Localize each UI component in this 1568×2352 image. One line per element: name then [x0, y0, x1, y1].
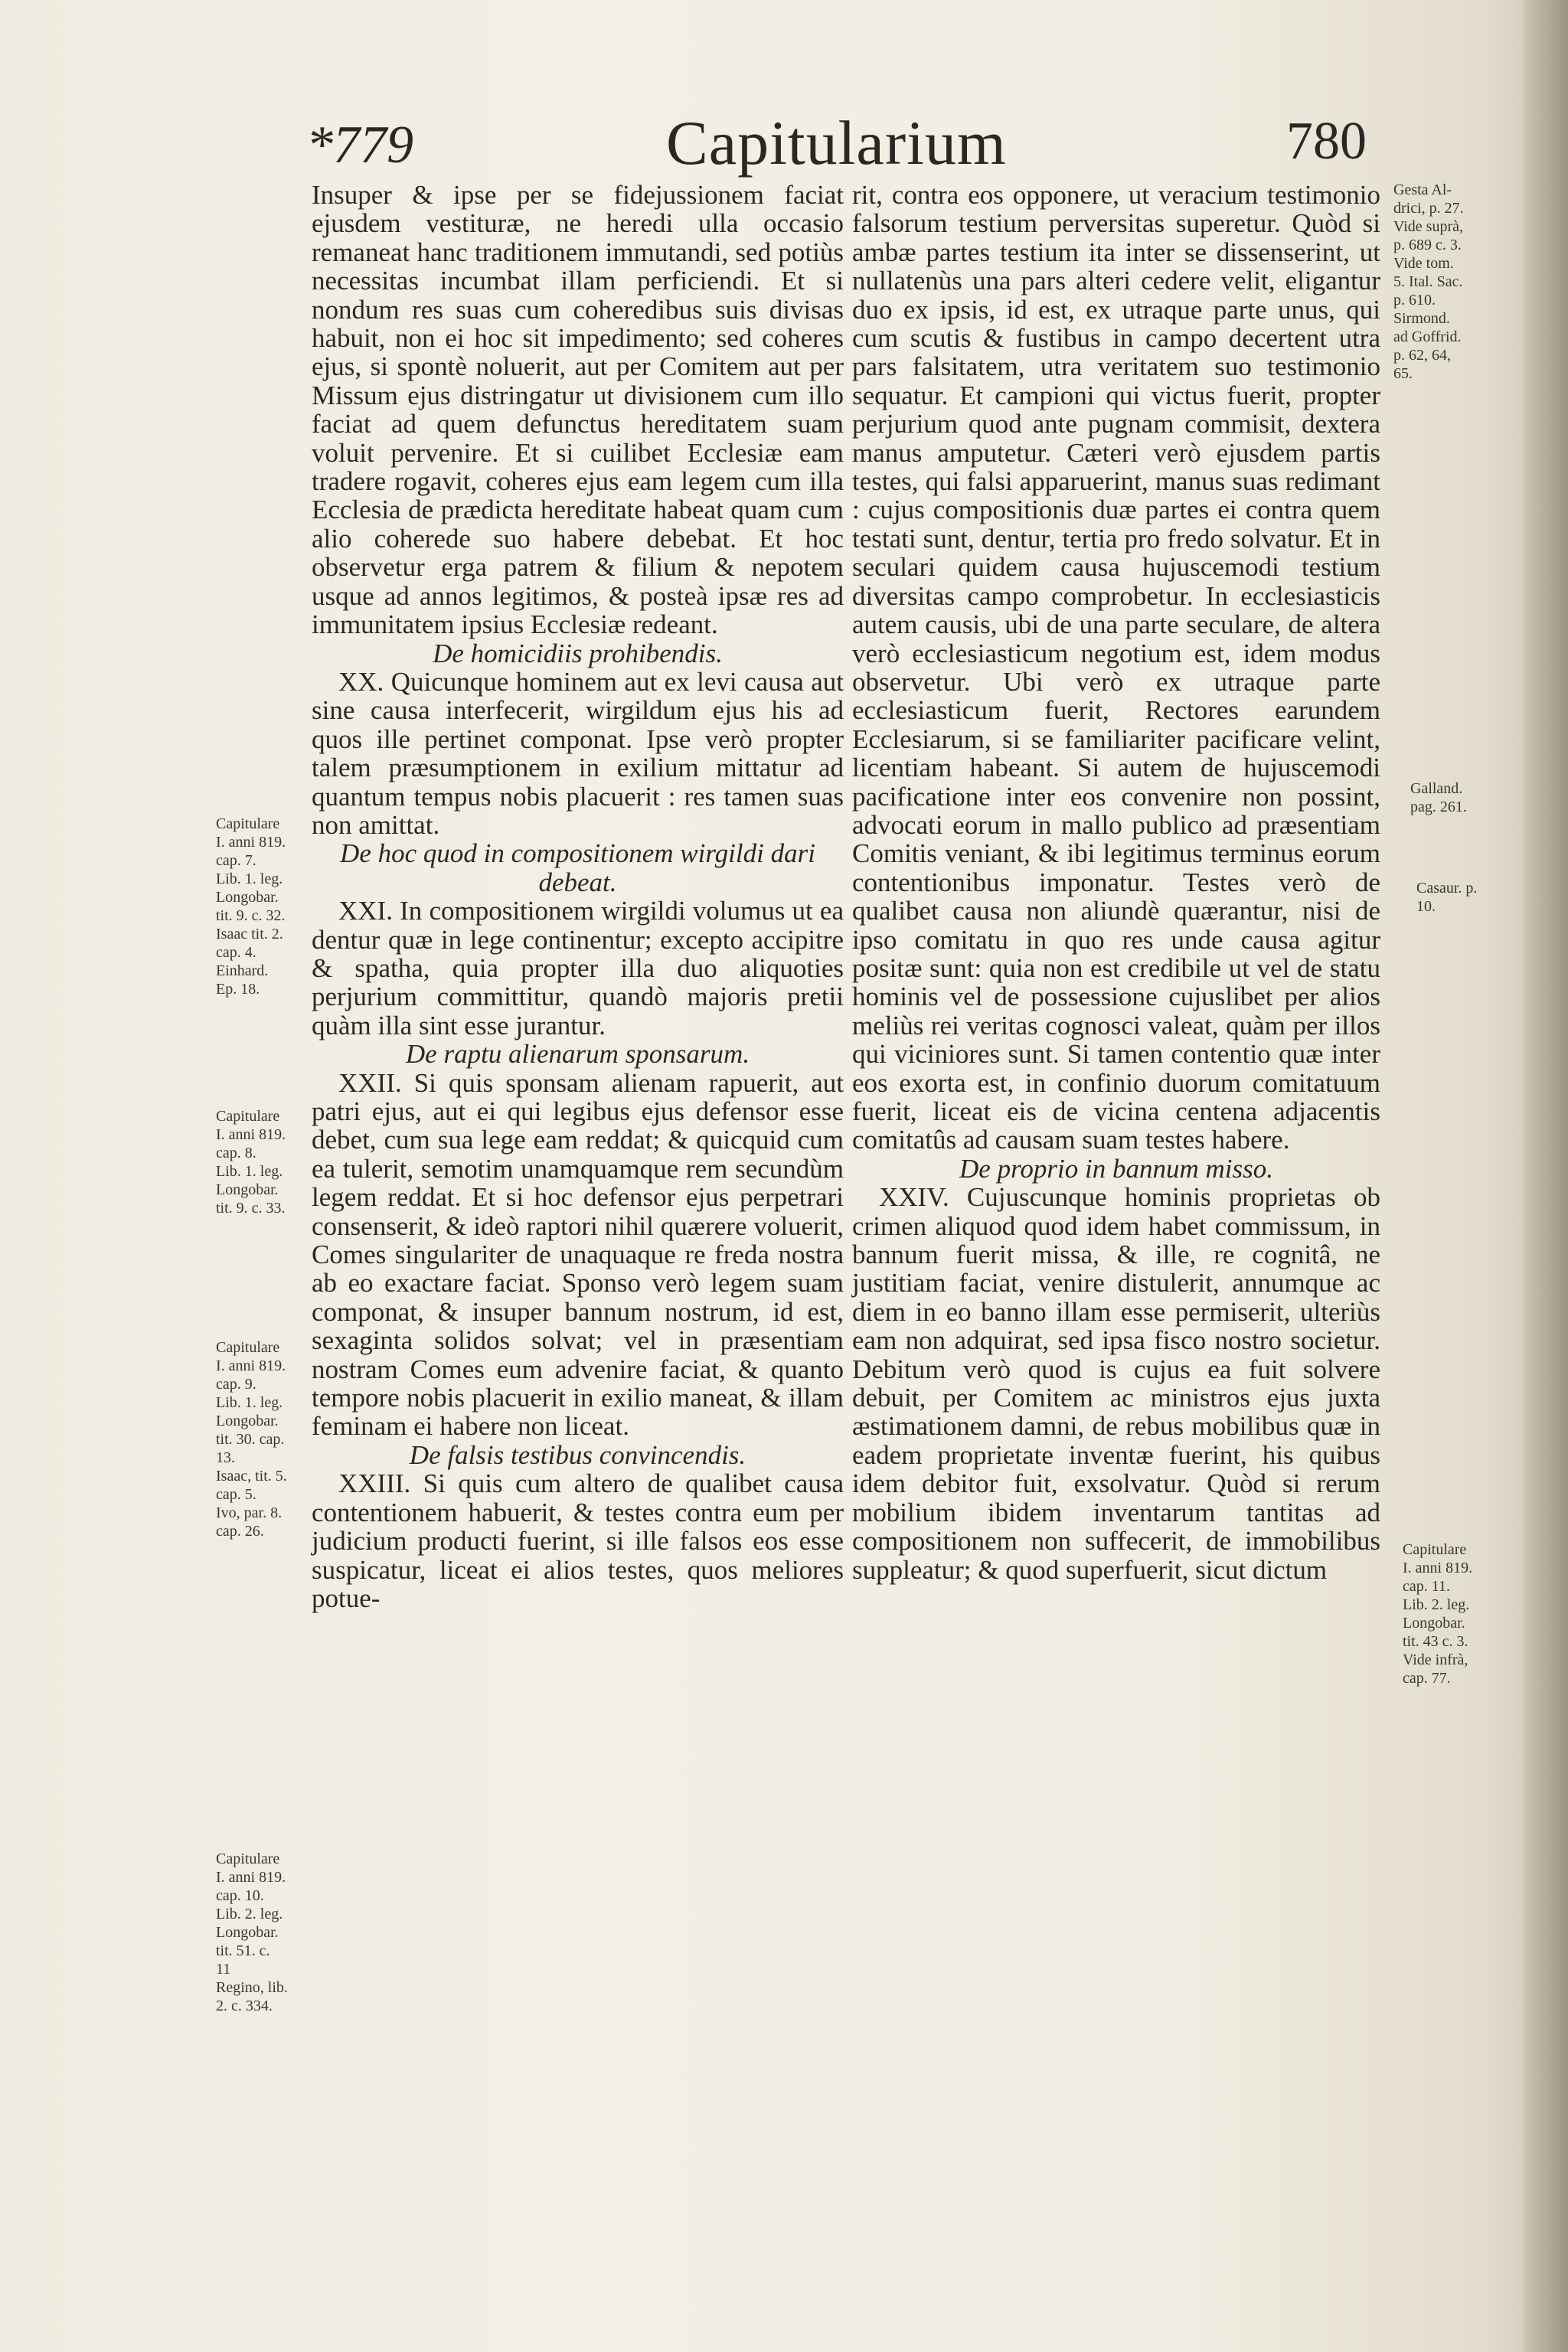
margin-note-line: p. 689 c. 3.: [1393, 237, 1462, 253]
margin-note-chapter-21: [216, 1107, 286, 1217]
margin-note-line: I. anni 819.: [1403, 1560, 1473, 1576]
margin-note-line: drici, p. 27.: [1393, 200, 1464, 217]
margin-note-line: ad Goffrid.: [1393, 328, 1462, 345]
margin-note-chapter-22: [216, 1338, 287, 1540]
margin-note-right-1: [1393, 181, 1464, 383]
margin-note-chapter-23: [216, 1850, 288, 2015]
margin-note-chapter-20: [216, 815, 286, 998]
margin-note-right-2: [1410, 779, 1467, 816]
margin-note-line: Isaac, tit. 5.: [216, 1468, 287, 1485]
margin-note-line: Vide infrà,: [1403, 1651, 1468, 1668]
margin-note-line: I. anni 819.: [216, 1357, 286, 1374]
margin-note-line: Vide tom.: [1393, 255, 1454, 272]
margin-note-line: Lib. 1. leg.: [216, 1394, 283, 1411]
left-page-number: *779: [306, 116, 413, 175]
margin-note-line: Capitulare: [216, 1339, 280, 1356]
page-header: [0, 107, 1568, 191]
margin-note-line: Longobar.: [216, 1181, 279, 1198]
margin-note-line: Longobar.: [216, 1924, 279, 1941]
running-title: Capitularium: [666, 108, 1007, 178]
margin-note-line: Regino, lib.: [216, 1979, 288, 1996]
margin-note-line: Capitulare: [216, 815, 280, 832]
right-text-column: [852, 181, 1380, 1584]
margin-note-line: tit. 30. cap.: [216, 1431, 285, 1448]
margin-note-line: 13.: [216, 1449, 235, 1466]
margin-note-line: Casaur. p.: [1416, 880, 1478, 897]
chapter-heading-21: De hoc quod in compositionem wirgildi dari debeat.: [340, 838, 815, 897]
margin-note-line: Sirmond.: [1393, 310, 1450, 327]
left-text-column: [312, 181, 844, 1612]
paragraph-continuation-right: rit, contra eos opponere, ut veracium testimonio falsorum testium perversitas superetur. Quòd si ambæ partes testium ita inter se dissenserint, ut nullatenùs una pars alteri cedere velit, eligantur duo ex ipsis, id est, ex utraque parte unus, qui cum scutis & fustibus in campo decertent utra pars falsitatem, utra veritatem suo testimonio sequatur. Et campioni qui victus fuerit, propter perjurium quod ante pugnam commisit, dextera manus amputetur. Cæteri verò ejusdem partis testes, qui falsi apparuerint, manus suas redimant : cujus compositionis duæ partes ei contra quem testati sunt, dentur, tertia pro fredo solvatur. Et in seculari quidem causa hujuscemodi testium diversitas campo comprobetur. In ecclesiasticis autem causis, ubi de una parte seculare, de altera verò ecclesiasticum negotium est, idem modus observetur. Ubi verò ex utraque parte ecclesiasticum fuerit, Rectores earundem Ecclesiarum, si se familiariter pacificare velint, licentiam habeant. Si autem de hujuscemodi pacificatione inter eos convenire non possint, advocati eorum in mallo publico ad præsentiam Comitis veniant, & ibi legitimus terminus eorum contentionibus imponatur. Testes verò de qualibet causa non aliundè quærantur, nisi de ipso comitatu in quo res unde causa agitur positæ sunt: quia non est credibile ut vel de statu hominis vel de possessione cujuslibet per alios meliùs rei veritas cognosci valeat, quàm per illos qui viciniores sunt. Si tamen contentio quæ inter eos exorta est, in confinio duorum comitatuum fuerit, liceat eis de vicina centena adjacentis comitatûs ad causam suam testes habere.: [852, 180, 1380, 1155]
margin-note-line: I. anni 819.: [216, 834, 286, 851]
margin-note-line: cap. 77.: [1403, 1670, 1451, 1687]
margin-note-line: Capitulare: [1403, 1541, 1467, 1558]
chapter-23-text: XXIII. Si quis cum altero de qualibet causa contentionem habuerit, & testes contra eum per judicium producti fuerint, si ille falsos eos esse suspicatur, liceat ei alios testes, quos meliores potue-: [312, 1468, 844, 1613]
paragraph-continuation: Insuper & ipse per se fidejussionem faciat ejusdem vestituræ, ne heredi ulla occasio remaneat hanc traditionem immutandi, sed potiùs necessitas incumbat illam perficiendi. Et si nondum res suas cum coheredibus suis divisas habuit, non ei hoc sit impedimento; sed coheres ejus, si spontè noluerit, aut per Comitem aut per Missum ejus distringatur ut divisionem cum illo faciat ad quem defunctus hereditatem suam voluit pervenire. Et si cuilibet Ecclesiæ eam tradere rogavit, coheres ejus eam legem cum illa Ecclesia de prædicta hereditate habeat quam cum alio coherede suo habere debebat. Et hoc observetur erga patrem & filium & nepotem usque ad annos legitimos, & posteà ipsæ res ad immunitatem ipsius Ecclesiæ redeant.: [312, 180, 844, 640]
margin-note-line: Lib. 2. leg.: [216, 1906, 283, 1922]
margin-note-line: Ivo, par. 8.: [216, 1504, 283, 1521]
margin-note-line: 65.: [1393, 365, 1413, 382]
right-page-number: 780: [1286, 112, 1367, 171]
margin-note-line: 11: [216, 1961, 231, 1978]
margin-note-line: Lib. 1. leg.: [216, 1163, 283, 1180]
margin-note-line: Ep. 18.: [216, 981, 260, 998]
chapter-heading-24: De proprio in bannum misso.: [959, 1153, 1273, 1184]
margin-note-line: Isaac tit. 2.: [216, 926, 283, 942]
margin-note-line: Galland.: [1410, 780, 1463, 797]
margin-note-line: I. anni 819.: [216, 1126, 286, 1143]
margin-note-line: 5. Ital. Sac.: [1393, 273, 1463, 290]
margin-note-line: Gesta Al-: [1393, 181, 1452, 198]
margin-note-right-4: [1403, 1540, 1472, 1687]
margin-note-line: cap. 8.: [216, 1145, 256, 1161]
margin-note-line: I. anni 819.: [216, 1869, 286, 1886]
margin-note-line: Einhard.: [216, 962, 269, 979]
margin-note-line: cap. 7.: [216, 852, 256, 869]
margin-note-line: cap. 10.: [216, 1887, 264, 1904]
book-gutter-shadow: [1524, 0, 1568, 2352]
margin-note-line: 2. c. 334.: [216, 1998, 273, 2014]
margin-note-line: 10.: [1416, 898, 1436, 915]
margin-note-line: cap. 5.: [216, 1486, 256, 1503]
margin-note-line: tit. 51. c.: [216, 1942, 270, 1959]
chapter-21-text: XXI. In compositionem wirgildi volumus ut ea dentur quæ in lege continentur; excepto accipitre & spatha, quia propter illa duo aliquoties perjurium committitur, quandò majoris pretii quàm illa sint esse jurantur.: [312, 896, 844, 1040]
chapter-heading-20: De homicidiis prohibendis.: [433, 638, 723, 668]
margin-note-line: pag. 261.: [1410, 799, 1467, 815]
margin-note-line: Capitulare: [216, 1851, 280, 1867]
margin-note-right-3: [1416, 879, 1477, 916]
chapter-24-text: XXIV. Cujuscunque hominis proprietas ob crimen aliquod quod idem habet commissum, in bannum fuerit missa, & ille, re cognitâ, ne justitiam faciat, venire distulerit, annumque ac diem in eo banno illam esse permiserit, ulteriùs eam non adquirat, sed ipsa fisco nostro societur. Debitum verò quod is cujus ea fuit solvere debuit, per Comitem ac ministros ejus juxta æstimationem damni, de rebus mobilibus quæ in eadem proprietate inventæ fuerint, his quibus idem debitor fuit, exsolvatur. Quòd si rerum mobilium ibidem inventarum tantitas ad compositionem non suffecerit, de immobilibus suppleatur; & quod superfuerit, sicut dictum: [852, 1182, 1380, 1585]
margin-note-line: cap. 11.: [1403, 1578, 1451, 1595]
margin-note-line: Lib. 1. leg.: [216, 871, 283, 887]
margin-note-line: Longobar.: [216, 1413, 279, 1429]
chapter-20-text: XX. Quicunque hominem aut ex levi causa aut sine causa interfecerit, wirgildum ejus his ad quos ille pertinet componat. Ipse verò propter talem præsumptionem in exilium mittatur ad quantum tempus nobis placuerit : res tamen suas non amittat.: [312, 666, 844, 840]
chapter-heading-23: De falsis testibus convincendis.: [409, 1439, 746, 1470]
margin-note-line: tit. 43 c. 3.: [1403, 1633, 1468, 1650]
margin-note-line: p. 62, 64,: [1393, 347, 1451, 364]
margin-note-line: Longobar.: [216, 889, 279, 906]
margin-note-line: cap. 26.: [216, 1523, 264, 1540]
margin-note-line: Vide suprà,: [1393, 218, 1463, 235]
margin-note-line: cap. 9.: [216, 1376, 256, 1393]
margin-note-line: Lib. 2. leg.: [1403, 1596, 1470, 1613]
margin-note-line: Capitulare: [216, 1108, 280, 1125]
margin-note-line: p. 610.: [1393, 292, 1436, 309]
margin-note-line: tit. 9. c. 33.: [216, 1200, 286, 1217]
margin-note-line: tit. 9. c. 32.: [216, 907, 286, 924]
margin-note-line: Longobar.: [1403, 1615, 1465, 1632]
chapter-22-text: XXII. Si quis sponsam alienam rapuerit, aut patri ejus, aut ei qui legibus ejus defensor esse debet, cum sua lege eam reddat; & quicquid cum ea tulerit, semotim unamquamque rem secundùm legem reddat. Et si hoc defensor ejus perpetrari consenserit, & ideò raptori nihil quærere voluerit, Comes singulariter de unaquaque re freda nostra ab eo exactare faciat. Sponso verò legem suam componat, & insuper bannum nostrum, id est, sexaginta solidos solvat; vel in præsentiam nostram Comes eum advenire faciat, & quanto tempore nobis placuerit in exilio maneat, & illam feminam ei habere non liceat.: [312, 1067, 844, 1442]
chapter-heading-22: De raptu alienarum sponsarum.: [405, 1039, 750, 1070]
margin-note-line: cap. 4.: [216, 944, 256, 961]
